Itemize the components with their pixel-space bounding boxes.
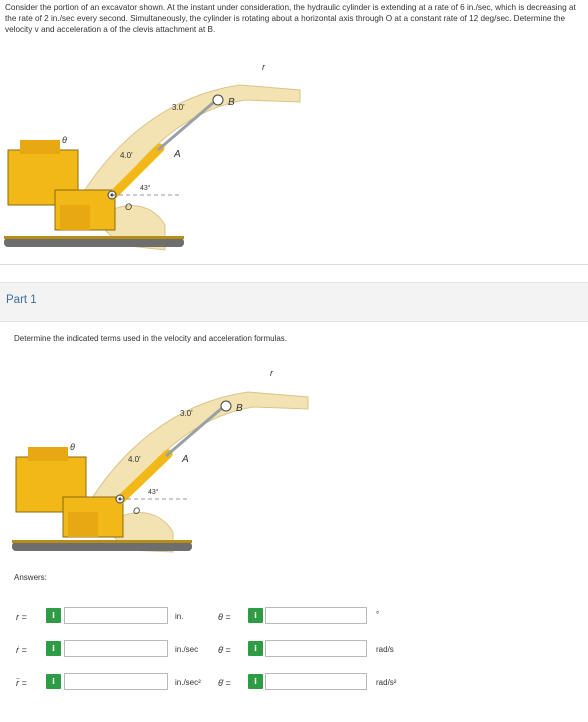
info-badge-icon[interactable]: i xyxy=(46,674,61,689)
label-A: A xyxy=(182,454,189,465)
r-dot-input[interactable] xyxy=(64,640,168,657)
label-3ft: 3.0' xyxy=(172,103,185,112)
theta-label: θ = xyxy=(218,612,231,622)
label-O: O xyxy=(133,506,141,516)
info-badge-icon[interactable]: i xyxy=(46,608,61,623)
r-dot-label: ṙ = xyxy=(16,645,27,655)
theta-ddot-label: θ̈ = xyxy=(218,678,231,688)
theta-dot-label: θ̇ = xyxy=(218,645,231,655)
excavator-drawing xyxy=(12,392,308,552)
label-B: B xyxy=(236,403,243,414)
answers-label: Answers: xyxy=(14,573,47,582)
theta-ddot-unit: rad/s² xyxy=(376,678,397,687)
theta-dot-input[interactable] xyxy=(265,640,367,657)
label-theta: θ xyxy=(62,135,67,145)
label-43: 43° xyxy=(148,489,159,496)
r-ddot-input[interactable] xyxy=(64,673,168,690)
label-theta: θ xyxy=(70,442,75,452)
r-input[interactable] xyxy=(64,607,168,624)
r-ddot-unit: in./sec² xyxy=(175,678,201,687)
r-label: r = xyxy=(16,612,27,622)
instruction-text: Determine the indicated terms used in the velocity and acceleration formulas. xyxy=(14,334,288,343)
r-unit: in. xyxy=(175,612,184,621)
r-dot-unit: in./sec xyxy=(175,645,199,654)
excavator-drawing xyxy=(4,85,300,250)
label-A: A xyxy=(174,149,181,160)
r-ddot-label: r̈ = xyxy=(16,678,27,688)
excavator-figure-1 xyxy=(0,50,310,260)
info-badge-icon[interactable]: i xyxy=(248,674,263,689)
part-title: Part 1 xyxy=(6,294,37,306)
label-r: r xyxy=(270,368,273,378)
label-4ft: 4.0' xyxy=(120,151,133,160)
info-badge-icon[interactable]: i xyxy=(248,641,263,656)
label-B: B xyxy=(228,97,235,108)
excavator-figure-2 xyxy=(8,362,318,562)
label-O: O xyxy=(125,202,133,212)
theta-dot-unit: rad/s xyxy=(376,645,394,654)
label-4ft: 4.0' xyxy=(128,455,141,464)
label-3ft: 3.0' xyxy=(180,409,193,418)
info-badge-icon[interactable]: i xyxy=(248,608,263,623)
theta-unit: ° xyxy=(376,610,380,619)
label-r: r xyxy=(262,62,265,72)
section-divider xyxy=(0,264,588,265)
theta-input[interactable] xyxy=(265,607,367,624)
theta-ddot-input[interactable] xyxy=(265,673,367,690)
part-header xyxy=(0,282,588,322)
info-badge-icon[interactable]: i xyxy=(46,641,61,656)
problem-statement: Consider the portion of an excavator shown. At the instant under consideration, the hydraulic cylinder is extending at a rate of 6 in./sec, which is decreasing at the rate of 2 in./sec every second. Simultaneously, the cylinder is rotating about a horizontal axis through O at a constant rate of 12 deg/sec. Determine the velocity v and acceleration a of the clevis attachment at B. xyxy=(5,3,576,34)
label-43: 43° xyxy=(140,185,151,192)
